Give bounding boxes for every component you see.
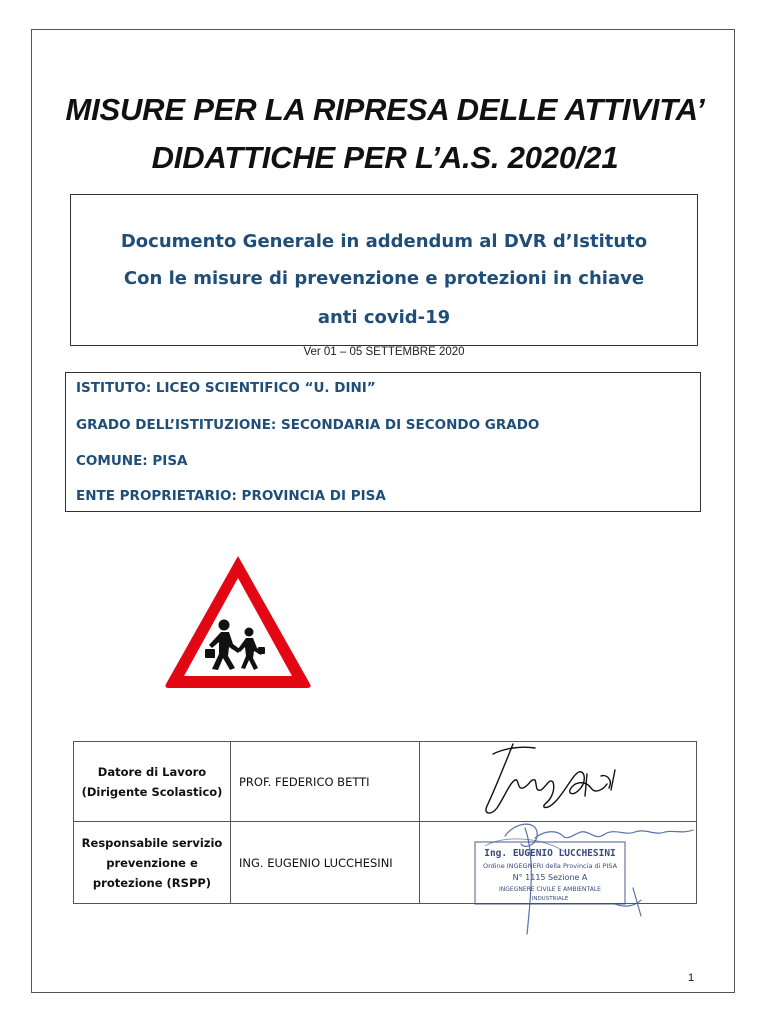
subtitle-line-1: Documento Generale in addendum al DVR d’Istituto bbox=[120, 231, 648, 252]
children-crossing-warning-icon bbox=[163, 552, 313, 702]
handwritten-signature-icon bbox=[475, 734, 635, 826]
grado-field: GRADO DELL’ISTITUZIONE: SECONDARIA DI SECONDO GRADO bbox=[76, 417, 540, 433]
warning-triangle-icon bbox=[163, 552, 313, 702]
stamp-cell bbox=[420, 822, 697, 904]
comune-field: COMUNE: PISA bbox=[76, 453, 188, 469]
page-number: 1 bbox=[688, 972, 695, 984]
signer-name: ING. EUGENIO LUCCHESINI bbox=[239, 855, 393, 870]
table-row bbox=[74, 822, 697, 904]
subtitle-box bbox=[70, 194, 698, 346]
stamp-text: N° 1115 Sezione A bbox=[512, 873, 588, 882]
stamp-text: Ing. EUGENIO LUCCHESINI bbox=[484, 848, 616, 859]
stamp-text: INGEGNERE CIVILE E AMBIENTALE bbox=[499, 886, 601, 893]
document-title bbox=[40, 86, 730, 182]
ente-field: ENTE PROPRIETARIO: PROVINCIA DI PISA bbox=[76, 488, 386, 504]
version-label: Ver 01 – 05 SETTEMBRE 2020 bbox=[303, 346, 465, 358]
table-row bbox=[74, 742, 697, 822]
role-cell bbox=[74, 822, 231, 904]
title-line-1: MISURE PER LA RIPRESA DELLE ATTIVITA’ bbox=[65, 92, 705, 127]
title-line-2: DIDATTICHE PER L’A.S. 2020/21 bbox=[151, 140, 619, 175]
signer-name: PROF. FEDERICO BETTI bbox=[239, 774, 370, 789]
stamp-text: Ordine INGEGNERI della Provincia di PISA bbox=[482, 862, 618, 870]
stamp-text: INDUSTRIALE bbox=[531, 896, 569, 902]
role-cell bbox=[74, 742, 231, 822]
subtitle-line-3: anti covid-19 bbox=[317, 307, 451, 328]
istituto-field: ISTITUTO: LICEO SCIENTIFICO “U. DINI” bbox=[76, 380, 376, 396]
role-line: Responsabile servizio bbox=[81, 835, 223, 850]
role-line: protezione (RSPP) bbox=[92, 875, 212, 890]
name-cell bbox=[231, 822, 420, 904]
subtitle-line-2: Con le misure di prevenzione e protezioni in chiave bbox=[123, 268, 645, 289]
professional-stamp-icon bbox=[465, 816, 710, 940]
role-line: Datore di Lavoro bbox=[97, 764, 207, 779]
signatures-table bbox=[73, 741, 697, 904]
role-line: (Dirigente Scolastico) bbox=[81, 784, 223, 799]
institution-info-box bbox=[65, 372, 701, 512]
signature-cell bbox=[420, 742, 697, 822]
name-cell bbox=[231, 742, 420, 822]
role-line: prevenzione e bbox=[106, 855, 198, 870]
